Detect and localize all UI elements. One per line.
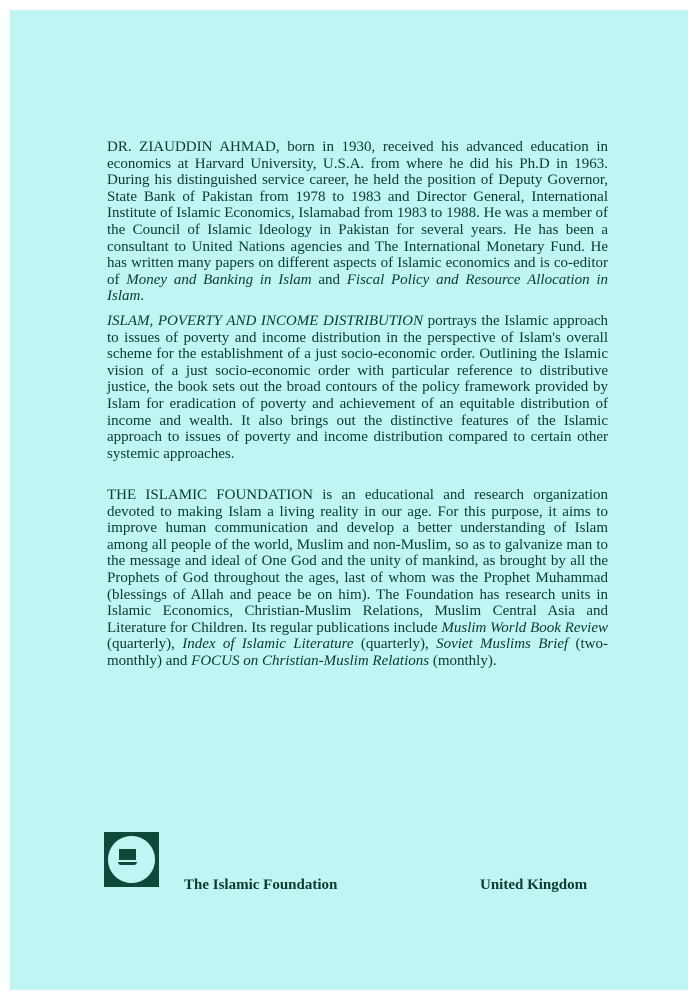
text-run: portrays the Islamic approach to issues of poverty and income distribution in the perspective of Islam's overall scheme for the establishment of a just socio-economic order. Outlining the Islamic vision of a just socio-economic order with particular reference to distributive justice, the book sets out the broad contours of the policy framework provided by Islam for eradication of poverty and achievement of an equitable distribution of income and wealth. It also brings out the distinctive features of the Islamic approach to issues of poverty and income distribution compared to certain other systemic approaches. <box>107 313 608 462</box>
text-run: (quarterly), <box>107 636 183 653</box>
publisher-country: United Kingdom <box>480 877 588 893</box>
text-run: and <box>311 271 347 288</box>
book-description-paragraph <box>107 313 608 462</box>
text-run: THE ISLAMIC FOUNDATION is an educational and research organization devoted to making Islam a living reality in our age. For this purpose, it aims to improve human communication and develop a better understanding of Islam among all people of the world, Muslim and non-Muslim, so as to galvanize man to the message and ideal of One God and the unity of mankind, as brought by all the Prophets of God throughout the ages, last of whom was the Prophet Muhammad (blessings of Allah and peace be on him). The Foundation has research units in Islamic Economics, Christian-Muslim Relations, Muslim Central Asia and Literature for Children. Its regular publications include <box>107 487 608 636</box>
italic-title: Index of Islamic Literature <box>182 636 354 653</box>
italic-title: Money and Banking in Islam <box>126 271 312 288</box>
text-run: (monthly). <box>429 652 497 669</box>
text-run: . <box>140 288 145 305</box>
publisher-name: The Islamic Foundation <box>184 877 338 893</box>
italic-title: Fiscal Policy and Resource Allocation in Islam <box>107 271 608 305</box>
italic-title: Soviet Muslims Brief <box>436 636 569 653</box>
text-run: DR. ZIAUDDIN AHMAD <box>107 139 276 155</box>
foundation-description-paragraph <box>107 487 608 670</box>
italic-title: FOCUS on Christian-Muslim Relations <box>191 652 430 669</box>
italic-title: ISLAM, POVERTY AND INCOME DISTRIBUTION <box>107 313 424 329</box>
logo-book-shape <box>119 849 136 860</box>
islamic-foundation-logo-icon <box>104 832 159 887</box>
italic-title: Muslim World Book Review <box>441 619 608 636</box>
text-run: (two-monthly) and <box>107 636 608 669</box>
logo-book-base <box>118 862 137 865</box>
text-run: , born in 1930, received his advanced education in economics at Harvard University, U.S.A. from where he did his Ph.D in 1963. During his distinguished service career, he held the position of Deputy Governor, State Bank of Pakistan from 1978 to 1983 and Director General, International Institute of Islamic Economics, Islamabad from 1983 to 1988. He was a member of the Council of Islamic Ideology in Pakistan for several years. He has been a consultant to United Nations agencies and The International Monetary Fund. He has written many papers on different aspects of Islamic economics and is co-editor of <box>107 139 608 288</box>
author-bio-paragraph <box>107 139 608 305</box>
text-run: (quarterly), <box>353 636 437 653</box>
